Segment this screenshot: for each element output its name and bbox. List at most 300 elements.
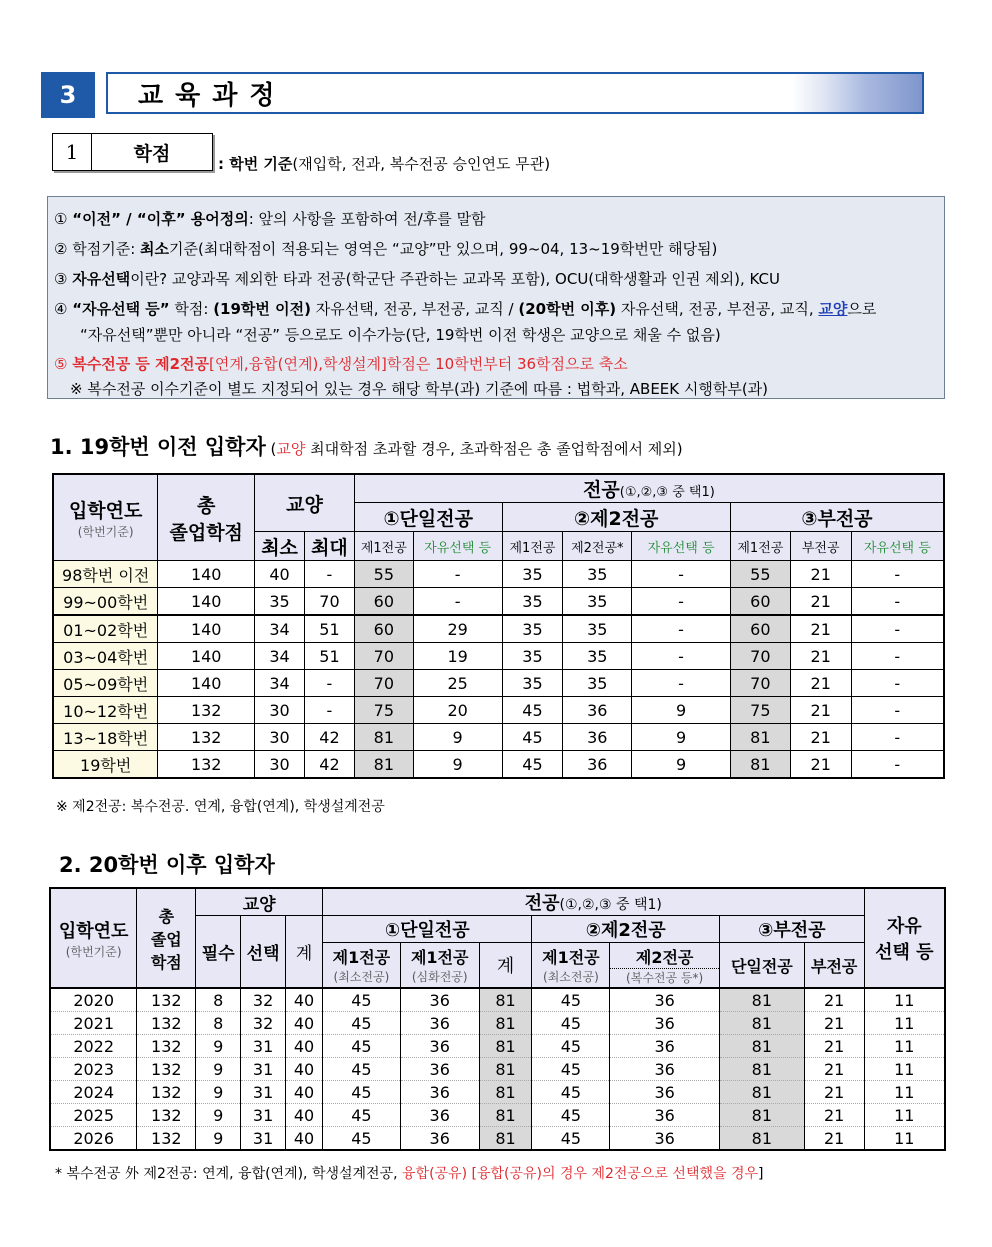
t1-cell-t: 132 [158, 697, 255, 724]
note-bold: (20학번 이후) [518, 300, 617, 318]
t1-cell-s2: 19 [413, 643, 502, 670]
t1-cell-d1: 45 [502, 751, 563, 779]
t1-cell-mn: 34 [255, 615, 305, 643]
t2-cell-c: 81 [479, 1058, 532, 1081]
t1-h-single: ①단일전공 [354, 503, 502, 532]
note-mark: ⑤ [54, 355, 68, 373]
t1-cell-s1: 75 [354, 697, 413, 724]
table2 [49, 887, 946, 1151]
t2-cell-f: 81 [719, 1035, 804, 1058]
t2-h-free [864, 888, 945, 988]
t1-cell-s2: 25 [413, 670, 502, 697]
subsection-title: 학점 [133, 142, 171, 165]
t2-c-m2-label: 제2전공 [610, 945, 719, 969]
t2-cell-r: 9 [196, 1104, 241, 1127]
note-5 [54, 348, 944, 378]
t1-cell-y: 10~12학번 [53, 697, 158, 724]
t2-cell-r: 8 [196, 988, 241, 1012]
t1-cell-b2: 21 [790, 670, 851, 697]
t2-c-m1-label: 제1전공 [410, 948, 469, 967]
t2-cell-t: 132 [137, 1035, 196, 1058]
t1-cell-mx: - [305, 670, 355, 697]
t2-cell-g: 40 [286, 1058, 323, 1081]
note-mark: ④ [54, 300, 68, 318]
t1-cell-b3: - [851, 751, 944, 779]
t2-h-second: ②제2전공 [532, 916, 719, 943]
t1-h-major-label: 전공 [583, 479, 620, 501]
note-text: [연계,융합(연계),학생설계]학점은 10학번부터 36학점으로 축소 [209, 355, 628, 373]
t1-cell-d3: 9 [632, 751, 731, 779]
t2-h-year-label: 입학연도 [58, 920, 129, 942]
t2-cell-h: 21 [804, 1012, 864, 1035]
desc-prefix: : 학번 기준 [218, 155, 293, 173]
t2-cell-y: 2024 [50, 1081, 137, 1104]
t1-cell-mn: 30 [255, 697, 305, 724]
t2-c-m2 [610, 943, 720, 989]
t2-cell-h: 21 [804, 1035, 864, 1058]
t2-cell-c: 81 [479, 1104, 532, 1127]
note-text: 기준(최대학점이 적용되는 영역은 “교양”만 있으며, 99~04, 13~19학번만 해당됨) [169, 240, 718, 258]
t1-h-min: 최소 [255, 532, 305, 561]
t2-cell-h: 21 [804, 1104, 864, 1127]
t2-cell-t: 132 [137, 1127, 196, 1151]
t2-h-total-2: 졸업 [150, 929, 182, 949]
t1-h-year-label: 입학연도 [68, 499, 143, 522]
t2-cell-s: 31 [241, 1035, 286, 1058]
t1-cell-mn: 34 [255, 643, 305, 670]
t2-cell-t: 132 [137, 1104, 196, 1127]
t1-h-total-1: 총 [197, 494, 216, 517]
t1-cell-b1: 60 [730, 588, 790, 616]
section-number: 3 [41, 72, 95, 118]
t1-cell-d2: 35 [563, 561, 632, 588]
t1-cell-s2: - [413, 588, 502, 616]
t2-cell-y: 2020 [50, 988, 137, 1012]
t2-cell-r: 9 [196, 1058, 241, 1081]
t1-cell-t: 140 [158, 561, 255, 588]
t2-cell-k: 11 [864, 1081, 945, 1104]
t1-cell-mx: 42 [305, 724, 355, 751]
t1-cell-b2: 21 [790, 561, 851, 588]
t2-cell-s: 32 [241, 1012, 286, 1035]
t1-cell-d2: 36 [563, 724, 632, 751]
t2-cell-c: 81 [479, 1127, 532, 1151]
note-4-line2: “자유선택”뿐만 아니라 “전공” 등으로도 이수가능(단, 19학번 이전 학생은 교양으로 채울 수 없음) [80, 326, 721, 344]
t2-h-major-sub: (①,②,③ 중 택1) [559, 897, 662, 913]
t2-h-minor: ③부전공 [719, 916, 864, 943]
t2-cell-f: 81 [719, 1127, 804, 1151]
t2-cell-t: 132 [137, 1058, 196, 1081]
t1-cell-mx: 42 [305, 751, 355, 779]
t2-h-req: 필수 [196, 916, 241, 989]
t1-cell-t: 140 [158, 615, 255, 643]
t1-cell-y: 05~09학번 [53, 670, 158, 697]
t2-cell-r: 9 [196, 1035, 241, 1058]
t2-cell-b: 36 [400, 1058, 479, 1081]
t1-c-m1: 제1전공 [354, 532, 413, 561]
t1-cell-s2: 20 [413, 697, 502, 724]
t1-cell-t: 140 [158, 643, 255, 670]
t1-cell-y: 19학번 [53, 751, 158, 779]
t2-h-major-label: 전공 [524, 893, 560, 914]
t1-cell-s1: 70 [354, 670, 413, 697]
t2-cell-y: 2022 [50, 1035, 137, 1058]
t2-c-sum: 계 [479, 943, 532, 989]
t1-cell-s2: 29 [413, 615, 502, 643]
t1-cell-b1: 70 [730, 670, 790, 697]
t2-row [50, 1081, 945, 1104]
t1-cell-d1: 35 [502, 670, 563, 697]
t1-cell-mn: 35 [255, 588, 305, 616]
t1-cell-s1: 60 [354, 588, 413, 616]
t2-c-m1-sub: (심화전공) [411, 970, 468, 984]
t1-cell-b3: - [851, 724, 944, 751]
t2-h-free-1: 자유 [886, 916, 922, 937]
t2-row [50, 1127, 945, 1151]
t1-cell-mx: - [305, 561, 355, 588]
t1-cell-b2: 21 [790, 751, 851, 779]
t1-cell-b1: 60 [730, 615, 790, 643]
t2-cell-e: 36 [610, 1035, 720, 1058]
section-title: 교육과정 [106, 72, 924, 114]
t1-h-major [354, 474, 944, 503]
t2-c-m1-label: 제1전공 [332, 948, 391, 967]
note-6: ※ 복수전공 이수기준이 별도 지정되어 있는 경우 해당 학부(과) 기준에 따름 : 법학과, ABEEK 시행학부(과) [70, 380, 769, 398]
t1-c-m2: 제2전공* [563, 532, 632, 561]
table1-title: 1. 19학번 이전 입학자 [50, 435, 266, 459]
footnote-red: 융합(공유) [융합(공유)의 경우 제2전공으로 선택했을 경우 [402, 1166, 759, 1182]
t2-cell-y: 2021 [50, 1012, 137, 1035]
t2-c-minor: 부전공 [804, 943, 864, 989]
t2-cell-c: 81 [479, 1081, 532, 1104]
t1-h-minor: ③부전공 [730, 503, 944, 532]
t2-cell-f: 81 [719, 1081, 804, 1104]
t2-cell-g: 40 [286, 1127, 323, 1151]
t2-c-m1-sub: (최소전공) [543, 970, 599, 984]
t1-cell-t: 132 [158, 751, 255, 779]
footnote-end: ] [758, 1166, 764, 1182]
t2-cell-y: 2023 [50, 1058, 137, 1081]
t1-cell-b3: - [851, 588, 944, 616]
table2-heading: 2. 20학번 이후 입학자 [59, 853, 275, 877]
t1-cell-d2: 36 [563, 751, 632, 779]
t1-cell-y: 03~04학번 [53, 643, 158, 670]
table1 [52, 473, 945, 779]
t2-cell-a: 45 [323, 988, 401, 1012]
t1-cell-d1: 45 [502, 697, 563, 724]
t1-cell-s2: 9 [413, 724, 502, 751]
note-text: 학점기준: [72, 240, 141, 258]
t2-cell-h: 21 [804, 1081, 864, 1104]
t1-cell-mx: 70 [305, 588, 355, 616]
t1-c-m1: 제1전공 [502, 532, 563, 561]
t2-cell-e: 36 [610, 988, 720, 1012]
t2-row [50, 988, 945, 1012]
t1-cell-d1: 35 [502, 615, 563, 643]
t1-h-major-sub: (①,②,③ 중 택1) [619, 485, 715, 500]
t1-cell-s1: 60 [354, 615, 413, 643]
t1-c-free: 자유선택 등 [632, 532, 731, 561]
t2-cell-b: 36 [400, 1104, 479, 1127]
t2-row [50, 1058, 945, 1081]
t2-c-m2-sub: (복수전공 등*) [626, 970, 704, 985]
t2-cell-c: 81 [479, 1012, 532, 1035]
t1-cell-mn: 30 [255, 724, 305, 751]
t1-cell-d1: 45 [502, 724, 563, 751]
t2-h-gy: 교양 [196, 888, 323, 916]
t1-cell-s1: 81 [354, 751, 413, 779]
t1-row [53, 615, 944, 643]
t2-cell-e: 36 [610, 1081, 720, 1104]
t1-cell-b3: - [851, 697, 944, 724]
t1-cell-d2: 35 [563, 588, 632, 616]
t1-row [53, 643, 944, 670]
t1-h-gy: 교양 [255, 474, 355, 532]
note-bold: “자유선택 등” [72, 300, 170, 318]
t2-cell-r: 9 [196, 1127, 241, 1151]
t1-cell-d2: 35 [563, 670, 632, 697]
t1-h-second: ②제2전공 [502, 503, 730, 532]
t2-cell-g: 40 [286, 1104, 323, 1127]
note-text: 학점: [169, 300, 214, 318]
t2-cell-c: 81 [479, 988, 532, 1012]
table1-heading [50, 431, 683, 461]
note-mark: ② [54, 240, 68, 258]
t1-cell-d3: 9 [632, 724, 731, 751]
t2-cell-g: 40 [286, 1012, 323, 1035]
t1-cell-s2: 9 [413, 751, 502, 779]
t2-cell-k: 11 [864, 988, 945, 1012]
t2-cell-k: 11 [864, 1012, 945, 1035]
note-bold: 자유선택 [72, 270, 131, 288]
t2-cell-a: 45 [323, 1058, 401, 1081]
t1-cell-mx: 51 [305, 643, 355, 670]
t1-cell-b2: 21 [790, 643, 851, 670]
t1-cell-y: 13~18학번 [53, 724, 158, 751]
t2-cell-f: 81 [719, 988, 804, 1012]
t1-c-free: 자유선택 등 [851, 532, 944, 561]
t2-c-single: 단일전공 [719, 943, 804, 989]
t2-c-m1-label: 제1전공 [542, 948, 600, 967]
t2-c-m1-min [323, 943, 401, 989]
footnote-text: * 복수전공 外 제2전공: 연계, 융합(연계), 학생설계전공, [55, 1166, 403, 1182]
t1-cell-b3: - [851, 561, 944, 588]
t2-cell-g: 40 [286, 1081, 323, 1104]
t1-cell-mn: 34 [255, 670, 305, 697]
note-text: 으로 [847, 300, 877, 318]
t2-cell-d: 45 [532, 988, 610, 1012]
notes-box [47, 196, 945, 399]
t2-cell-e: 36 [610, 1058, 720, 1081]
t2-cell-h: 21 [804, 988, 864, 1012]
t2-c-m1-min2 [532, 943, 610, 989]
note-2 [54, 234, 944, 264]
note-bold: (19학번 이전) [213, 300, 311, 318]
t1-cell-b1: 75 [730, 697, 790, 724]
t2-cell-s: 31 [241, 1081, 286, 1104]
t2-row [50, 1035, 945, 1058]
t1-cell-t: 140 [158, 670, 255, 697]
t2-cell-k: 11 [864, 1127, 945, 1151]
t2-cell-b: 36 [400, 1127, 479, 1151]
t1-cell-d2: 35 [563, 643, 632, 670]
t2-cell-t: 132 [137, 1012, 196, 1035]
t1-cell-d1: 35 [502, 561, 563, 588]
t1-row [53, 724, 944, 751]
note-mark: ③ [54, 270, 68, 288]
subsection-number: 1 [53, 134, 92, 170]
t1-cell-b2: 21 [790, 724, 851, 751]
t1-cell-s2: - [413, 561, 502, 588]
t1-cell-d3: - [632, 670, 731, 697]
t1-h-year [53, 474, 158, 561]
t2-cell-b: 36 [400, 1035, 479, 1058]
t2-h-year-sub: (학번기준) [65, 944, 122, 959]
t1-cell-b2: 21 [790, 615, 851, 643]
t2-h-total-3: 학점 [150, 952, 182, 972]
t1-cell-b3: - [851, 615, 944, 643]
t1-cell-b1: 70 [730, 643, 790, 670]
t2-cell-e: 36 [610, 1127, 720, 1151]
note-text: 자유선택, 전공, 부전공, 교직, [616, 300, 819, 318]
t1-cell-y: 98학번 이전 [53, 561, 158, 588]
t1-cell-d3: 9 [632, 697, 731, 724]
t1-cell-d3: - [632, 643, 731, 670]
t2-h-total [137, 888, 196, 988]
t1-row [53, 588, 944, 616]
table2-footnote [55, 1163, 763, 1183]
t2-c-m1-sub: (최소전공) [333, 970, 390, 984]
t2-cell-r: 9 [196, 1081, 241, 1104]
t2-h-year [50, 888, 137, 988]
t1-cell-d1: 35 [502, 643, 563, 670]
note-text: 자유선택, 전공, 부전공, 교직 / [310, 300, 519, 318]
t1-cell-b1: 81 [730, 724, 790, 751]
t1-cell-d1: 35 [502, 588, 563, 616]
t2-h-total-1: 총 [158, 906, 175, 926]
t1-cell-s1: 81 [354, 724, 413, 751]
t2-cell-h: 21 [804, 1058, 864, 1081]
t1-cell-b1: 81 [730, 751, 790, 779]
t2-cell-a: 45 [323, 1035, 401, 1058]
t2-cell-g: 40 [286, 988, 323, 1012]
t2-cell-y: 2025 [50, 1104, 137, 1127]
t2-c-m1-adv [400, 943, 479, 989]
t2-cell-d: 45 [532, 1104, 610, 1127]
t2-cell-s: 31 [241, 1127, 286, 1151]
subsection-box [52, 133, 213, 171]
t2-cell-a: 45 [323, 1127, 401, 1151]
heading-note-red: 교양 [276, 440, 306, 458]
t1-h-total [158, 474, 255, 561]
t2-cell-y: 2026 [50, 1127, 137, 1151]
t1-row [53, 697, 944, 724]
t1-row [53, 561, 944, 588]
desc-rest: (재입학, 전과, 복수전공 승인연도 무관) [292, 155, 551, 173]
note-mark: ① [54, 210, 68, 228]
t2-cell-b: 36 [400, 1012, 479, 1035]
t2-cell-s: 32 [241, 988, 286, 1012]
note-3 [54, 264, 944, 294]
t2-cell-e: 36 [610, 1104, 720, 1127]
t1-cell-t: 140 [158, 588, 255, 616]
t2-cell-s: 31 [241, 1104, 286, 1127]
t2-cell-a: 45 [323, 1012, 401, 1035]
t2-cell-a: 45 [323, 1104, 401, 1127]
t2-h-sel: 선택 [241, 916, 286, 989]
t1-cell-b3: - [851, 670, 944, 697]
t1-c-free: 자유선택 등 [413, 532, 502, 561]
t1-cell-t: 132 [158, 724, 255, 751]
t2-row [50, 1012, 945, 1035]
t2-cell-h: 21 [804, 1127, 864, 1151]
note-bold: “이전” / “이후” 용어정의 [72, 210, 249, 228]
t2-cell-k: 11 [864, 1104, 945, 1127]
t2-cell-k: 11 [864, 1035, 945, 1058]
t2-cell-d: 45 [532, 1058, 610, 1081]
t2-cell-f: 81 [719, 1104, 804, 1127]
t1-cell-d2: 35 [563, 615, 632, 643]
t1-cell-d3: - [632, 561, 731, 588]
t1-h-max: 최대 [305, 532, 355, 561]
t1-cell-b3: - [851, 643, 944, 670]
heading-note: ( [265, 440, 277, 458]
note-4 [54, 294, 944, 322]
note-bold: 복수전공 등 제2전공 [72, 355, 210, 373]
t2-cell-t: 132 [137, 1081, 196, 1104]
t2-cell-d: 45 [532, 1035, 610, 1058]
t2-cell-s: 31 [241, 1058, 286, 1081]
t1-cell-d3: - [632, 615, 731, 643]
note-1 [54, 204, 944, 234]
t1-cell-d2: 36 [563, 697, 632, 724]
t1-cell-b1: 55 [730, 561, 790, 588]
t2-cell-b: 36 [400, 1081, 479, 1104]
t2-cell-f: 81 [719, 1012, 804, 1035]
t1-cell-b2: 21 [790, 697, 851, 724]
t2-cell-c: 81 [479, 1035, 532, 1058]
t1-h-year-sub: (학번기준) [77, 524, 134, 539]
t2-cell-k: 11 [864, 1058, 945, 1081]
t1-h-total-2: 졸업학점 [169, 521, 243, 544]
t2-cell-g: 40 [286, 1035, 323, 1058]
note-link[interactable]: 교양 [818, 300, 848, 318]
t2-h-free-2: 선택 등 [875, 942, 934, 963]
t2-h-single: ①단일전공 [323, 916, 532, 943]
t1-cell-mn: 40 [255, 561, 305, 588]
t2-cell-t: 132 [137, 988, 196, 1012]
t2-cell-d: 45 [532, 1081, 610, 1104]
t1-cell-mx: - [305, 697, 355, 724]
t2-row [50, 1104, 945, 1127]
t2-cell-e: 36 [610, 1012, 720, 1035]
t2-cell-b: 36 [400, 988, 479, 1012]
t1-cell-mx: 51 [305, 615, 355, 643]
t2-h-sum: 계 [286, 916, 323, 989]
t2-h-major [323, 888, 865, 916]
heading-note: 최대학점 초과할 경우, 초과학점은 총 졸업학점에서 제외) [305, 440, 683, 458]
subsection-description [218, 153, 550, 174]
t1-cell-y: 99~00학번 [53, 588, 158, 616]
t1-cell-d3: - [632, 588, 731, 616]
table1-footnote: ※ 제2전공: 복수전공. 연계, 융합(연계), 학생설계전공 [56, 799, 385, 815]
t2-cell-a: 45 [323, 1081, 401, 1104]
t2-cell-d: 45 [532, 1012, 610, 1035]
t1-cell-b2: 21 [790, 588, 851, 616]
t1-row [53, 751, 944, 779]
t1-row [53, 670, 944, 697]
t1-cell-s1: 70 [354, 643, 413, 670]
